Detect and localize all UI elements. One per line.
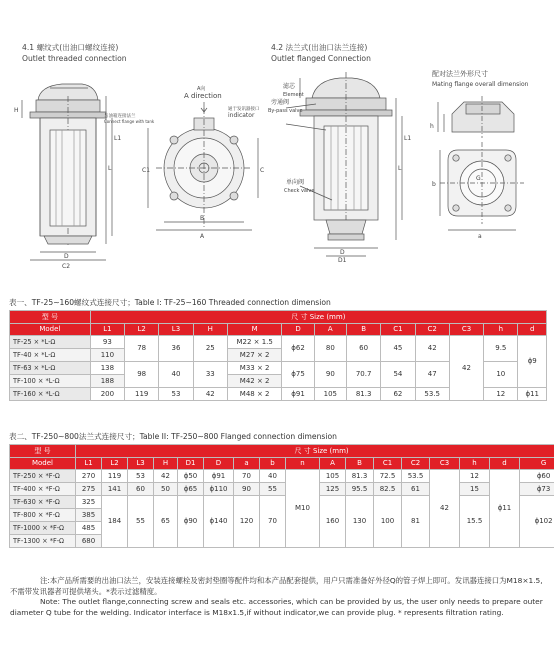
col-header: L2 [102,458,128,470]
cell: 81.3 [346,470,374,483]
cell: 270 [76,470,102,483]
bypass-label-en: By-pass valve [268,108,303,114]
model-header-en: Model [10,324,91,336]
col-header: L1 [90,324,124,336]
cell: 42 [415,336,449,362]
footnote [10,576,548,618]
model-cell: TF-40 × *L-Ω [10,349,91,362]
size-header: 尺 寸 Size (mm) [90,311,546,324]
cell: 25 [193,336,227,362]
cell: 53 [159,388,193,401]
cell: 60 [346,336,380,362]
col-header: B [346,458,374,470]
cell: 9.5 [484,336,518,362]
table1-caption: 表一、TF-25~160螺纹式连接尺寸；Table I: TF-25~160 Threaded connection dimension [9,298,331,307]
cell: ϕ62 [282,336,314,362]
col-header: A [320,458,346,470]
cell: 325 [76,496,102,509]
cell: 138 [90,362,124,375]
cell: 680 [76,535,102,548]
cell: ϕ9 [518,336,547,388]
check-valve-label-en: Check valve [284,188,315,194]
cell: 100 [374,496,402,548]
cell: 119 [102,470,128,483]
cell: 95.5 [346,483,374,496]
cell: 70 [234,470,260,483]
footnote-en: Note: The outlet flange,connecting screw and seals etc. accessories, which can be provided by us, the user only needs to prepare outer diameter Q tube for the welding. Indicator interface is M18x1.5,if without indicator,we can provide plug. * represents filtration rating. [10,597,543,617]
cell: 61 [402,483,430,496]
mating-title-en: Mating flange overall dimension [432,81,529,88]
cell: 47 [415,362,449,388]
table2 [9,444,554,548]
cell: 53.5 [415,388,449,401]
col-header: B [346,324,380,336]
table-row [10,483,554,496]
cell: M42 × 2 [227,375,281,388]
dim-D-flanged: D [340,249,345,256]
cell: 105 [320,470,346,483]
cell: 93 [90,336,124,349]
element-label-zh: 滤芯 [283,83,296,90]
col-header: D [282,324,314,336]
col-header: C3 [430,458,460,470]
cell: 130 [346,496,374,548]
cell: ϕ60 [520,470,554,483]
dim-B: B [200,215,205,222]
col-header: A [314,324,346,336]
model-cell: TF-1000 × *F-Ω [10,522,76,535]
cell: M48 × 2 [227,388,281,401]
cell: 70 [260,496,286,548]
cell: 42 [154,470,178,483]
dim-L: L [108,165,112,172]
col-header: a [234,458,260,470]
model-cell: TF-250 × *F-Ω [10,470,76,483]
cell: 72.5 [374,470,402,483]
mating-flange-drawing [438,96,524,230]
dim-L-flanged: L [398,165,402,172]
connect-flange-label-zh: 与油箱连接法兰 [104,114,136,119]
cell: 55 [128,496,154,548]
model-cell: TF-63 × *L-Ω [10,362,91,375]
col-header: D1 [178,458,204,470]
cell: M33 × 2 [227,362,281,375]
cell: 50 [154,483,178,496]
dim-H: H [14,107,19,114]
cell: ϕ110 [204,483,234,496]
cell: 200 [90,388,124,401]
cell: 119 [125,388,159,401]
col-header: C2 [415,324,449,336]
col-header: L3 [159,324,193,336]
cell: ϕ140 [204,496,234,548]
element-label-en: Element [283,92,304,98]
cell: 385 [76,509,102,522]
cell: 54 [381,362,415,388]
cell: ϕ50 [178,470,204,483]
dim-h-mating: h [430,123,434,130]
model-header-en: Model [10,458,76,470]
cell: 105 [314,388,346,401]
cell: ϕ11 [490,470,520,548]
col-header: M [227,324,281,336]
col-header: G [520,458,554,470]
a-direction-view [148,102,258,230]
cell: 42 [430,470,460,548]
model-cell: TF-1300 × *F-Ω [10,535,76,548]
table-row [10,336,547,349]
cell: ϕ102 [520,496,554,548]
cell: 15.5 [460,496,490,548]
cell: 53 [128,470,154,483]
cell: 42 [449,336,483,401]
cell: 15 [460,483,490,496]
model-header-zh: 型 号 [10,445,76,458]
technical-drawings [0,0,554,290]
cell: 125 [320,483,346,496]
indicator-label-en: indicator [228,112,255,119]
cell: 141 [102,483,128,496]
check-valve-label-zh: 单向阀 [286,179,305,186]
cell: 160 [320,496,346,548]
cell: 62 [381,388,415,401]
cell: M22 × 1.5 [227,336,281,349]
table1 [9,310,547,401]
table-row [10,496,554,509]
col-header: n [286,458,320,470]
dim-a-mating: a [478,233,482,240]
bypass-label-zh: 旁通阀 [271,99,290,106]
model-header-zh: 型 号 [10,311,91,324]
dim-D: D [64,253,69,260]
cell: 53.5 [402,470,430,483]
cell: 82.5 [374,483,402,496]
col-header: h [484,324,518,336]
col-header: C2 [402,458,430,470]
col-header: L3 [128,458,154,470]
cell: 81.3 [346,388,380,401]
col-header: L1 [76,458,102,470]
mating-title-zh: 配对法兰外形尺寸 [432,70,488,78]
table-row [10,470,554,483]
flanged-title-zh: 4.2 法兰式(出油口法兰连接) [271,43,368,52]
a-direction-label-en: A direction [184,92,222,100]
dim-G-mating: G [476,175,481,182]
col-header: b [260,458,286,470]
dim-C: C [260,167,265,174]
cell: 90 [234,483,260,496]
dim-C2: C2 [62,263,71,270]
cell: ϕ75 [282,362,314,388]
dim-C1: C1 [142,167,151,174]
dim-A: A [200,233,205,240]
cell: ϕ73 [520,483,554,496]
cell: ϕ90 [178,496,204,548]
cell: ϕ91 [282,388,314,401]
cell: 12 [484,388,518,401]
flanged-title-en: Outlet flanged Connection [271,54,371,63]
cell: M27 × 2 [227,349,281,362]
threaded-filter-drawing [22,84,112,260]
cell: 110 [90,349,124,362]
col-header: C1 [381,324,415,336]
cell: 81 [402,496,430,548]
model-cell: TF-100 × *L-Ω [10,375,91,388]
dim-b-mating: b [432,181,436,188]
col-header: d [490,458,520,470]
col-header: H [193,324,227,336]
threaded-title-en: Outlet threaded connection [22,54,127,63]
model-cell: TF-800 × *F-Ω [10,509,76,522]
cell: 65 [154,496,178,548]
table2-caption: 表二、TF-250~800法兰式连接尺寸；Table II: TF-250~800 Flanged connection dimension [9,432,337,441]
col-header: L2 [125,324,159,336]
a-direction-label-zh: A向 [197,86,206,92]
indicator-label-zh: 通于发讯器接口 [228,107,260,112]
model-cell: TF-25 × *L-Ω [10,336,91,349]
connect-flange-label-en: Connect flange with tank [104,119,155,124]
dim-L1: L1 [114,135,122,142]
col-header: C3 [449,324,483,336]
cell: 45 [381,336,415,362]
col-header: C1 [374,458,402,470]
cell: 275 [76,483,102,496]
dim-D1-flanged: D1 [338,257,347,264]
cell: 55 [260,483,286,496]
cell: 42 [193,388,227,401]
cell: 10 [484,362,518,388]
size-header: 尺 寸 Size (mm) [76,445,554,458]
cell: 120 [234,496,260,548]
col-header: d [518,324,547,336]
cell: 184 [102,496,128,548]
cell: 90 [314,362,346,388]
flanged-filter-drawing [286,72,402,256]
cell: 78 [125,336,159,362]
cell: 70.7 [346,362,380,388]
col-header: h [460,458,490,470]
cell: 188 [90,375,124,388]
cell: 98 [125,362,159,388]
cell: ϕ65 [178,483,204,496]
cell: ϕ91 [204,470,234,483]
model-cell: TF-400 × *F-Ω [10,483,76,496]
col-header: D [204,458,234,470]
cell: 485 [76,522,102,535]
cell: ϕ11 [518,388,547,401]
model-cell: TF-160 × *L-Ω [10,388,91,401]
dim-L1-flanged: L1 [404,135,412,142]
cell: 80 [314,336,346,362]
cell: 12 [460,470,490,483]
cell: M10 [286,470,320,548]
threaded-title-zh: 4.1 螺纹式(出油口螺纹连接) [22,43,119,52]
col-header: H [154,458,178,470]
cell: 33 [193,362,227,388]
cell: 40 [159,362,193,388]
cell: 60 [128,483,154,496]
cell: 36 [159,336,193,362]
model-cell: TF-630 × *F-Ω [10,496,76,509]
cell: 40 [260,470,286,483]
footnote-zh: 注:本产品所需要的出油口法兰，安装连接螺栓及密封垫圈等配件均和本产品配套提供，用户只需准备好外径Q的管子焊上即可。发讯器连接口为M18×1.5,不需带发讯器者可提供堵头。*表示过滤精度。 [10,576,543,596]
